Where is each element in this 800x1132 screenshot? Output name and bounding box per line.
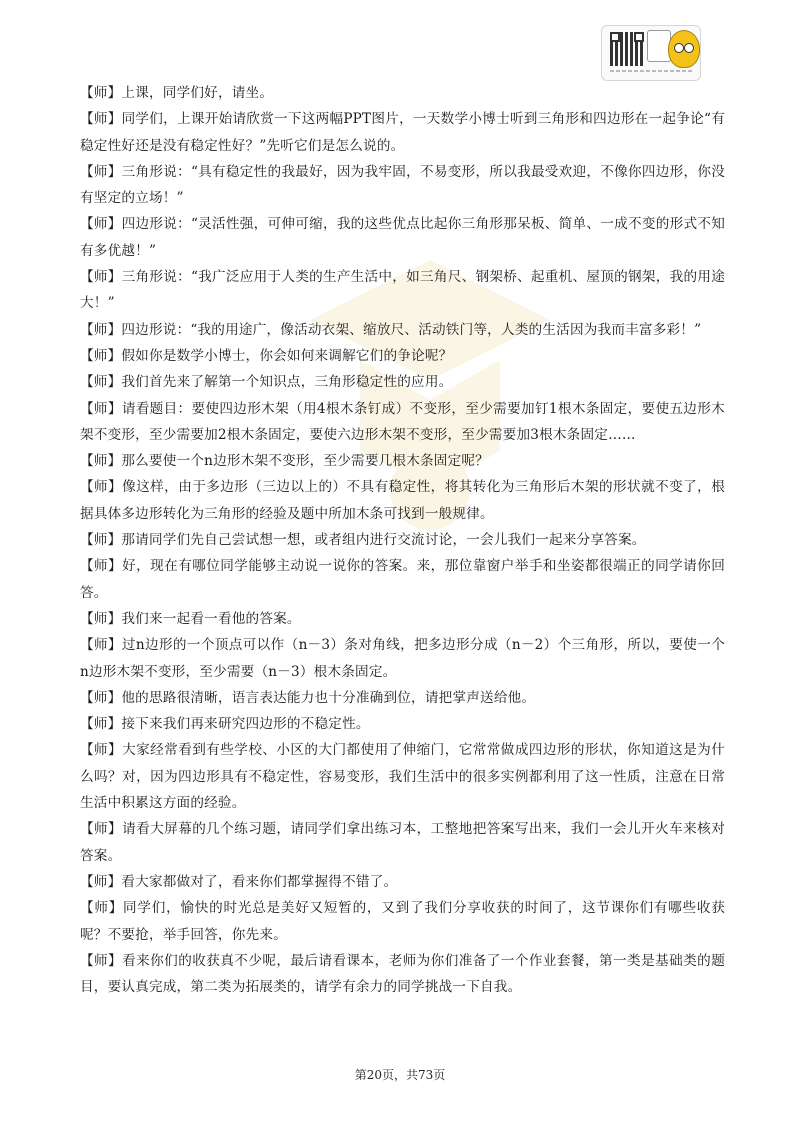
speaker-tag: 【师】 xyxy=(80,163,122,180)
speaker-tag: 【师】 xyxy=(80,453,122,470)
speaker-tag: 【师】 xyxy=(80,873,122,890)
speaker-tag: 【师】 xyxy=(80,689,122,706)
speaker-tag: 【师】 xyxy=(80,269,122,286)
speaker-tag: 【师】 xyxy=(80,952,123,969)
speaker-tag: 【师】 xyxy=(80,111,122,128)
transcript-paragraph xyxy=(80,632,725,685)
transcript-paragraph xyxy=(80,606,725,632)
paragraph-text: 三角形说：“具有稳定性的我最好，因为我牢固，不易变形，所以我最受欢迎，不像你四边形，你没有坚定的立场！” xyxy=(80,163,725,207)
paragraph-text: 四边形说：“灵活性强，可伸可缩，我的这些优点比起你三角形那呆板、简单、一成不变的形式不知有多优越！” xyxy=(80,216,725,259)
transcript-paragraph xyxy=(80,474,725,527)
speaker-tag: 【师】 xyxy=(80,900,124,917)
paragraph-text: 上课，同学们好，请坐。 xyxy=(121,85,274,101)
transcript-paragraph xyxy=(80,737,725,816)
transcript-paragraph xyxy=(80,448,725,474)
paragraph-text: 我们来一起看一看他的答案。 xyxy=(121,610,301,627)
transcript-paragraph xyxy=(80,343,725,369)
speaker-tag: 【师】 xyxy=(80,532,122,549)
transcript-paragraph xyxy=(80,895,725,948)
paragraph-text: 那么要使一个n边形木架不变形，至少需要几根木条固定呢？ xyxy=(121,453,489,470)
transcript-paragraph xyxy=(80,80,725,106)
lesson-transcript xyxy=(80,80,725,1000)
page-number: 第20页，共73页 xyxy=(354,1068,446,1082)
transcript-paragraph xyxy=(80,869,725,895)
transcript-paragraph xyxy=(80,264,725,317)
speaker-tag: 【师】 xyxy=(80,85,122,101)
qr-code-icon xyxy=(610,32,644,66)
paragraph-text: 看来你们的收获真不少呢，最后请看课本，老师为你们准备了一个作业套餐，第一类是基础类的题目，要认真完成，第二类为拓展类的，请学有余力的同学挑战一下自我。 xyxy=(80,952,725,996)
badge-caption-line xyxy=(610,70,694,72)
transcript-paragraph xyxy=(80,317,725,343)
paragraph-text: 请看大屏幕的几个练习题，请同学们拿出练习本，工整地把答案写出来，我们一会儿开火车来核对答案。 xyxy=(80,821,725,864)
speaker-tag: 【师】 xyxy=(80,821,123,838)
transcript-paragraph xyxy=(80,211,725,264)
paragraph-text: 好，现在有哪位同学能够主动说一说你的答案。来，那位靠窗户举手和坐姿都很端正的同学请你回答。 xyxy=(80,558,725,601)
paragraph-text: 请看题目：要使四边形木架（用4根木条钉成）不变形，至少需要加钉1根木条固定，要使五边形木架不变形，至少需要加2根木条固定，要使六边形木架不变形，至少需要加3根木条固定…… xyxy=(80,400,725,443)
paragraph-text: 三角形说：“我广泛应用于人类的生产生活中，如三角尺、钢架桥、起重机、屋顶的钢架，我的用途大！” xyxy=(80,269,725,312)
paragraph-text: 我们首先来了解第一个知识点，三角形稳定性的应用。 xyxy=(121,374,453,391)
speaker-tag: 【师】 xyxy=(80,216,122,233)
speaker-tag: 【师】 xyxy=(80,610,122,627)
speaker-tag: 【师】 xyxy=(80,716,122,733)
paragraph-text: 大家经常看到有些学校、小区的大门都使用了伸缩门，它常常做成四边形的形状，你知道这是为什么吗？对，因为四边形具有不稳定性，容易变形，我们生活中的很多实例都利用了这一性质，注意在日常生活中积累这方面的经验。 xyxy=(80,742,725,812)
speaker-tag: 【师】 xyxy=(80,637,122,654)
paragraph-text: 四边形说：“我的用途广，像活动衣架、缩放尺、活动铁门等，人类的生活因为我而丰富多彩！” xyxy=(121,321,702,338)
speaker-tag: 【师】 xyxy=(80,374,122,391)
transcript-paragraph xyxy=(80,527,725,553)
paragraph-text: 看大家都做对了，看来你们都掌握得不错了。 xyxy=(121,873,398,890)
speaker-tag: 【师】 xyxy=(80,742,123,759)
paragraph-text: 同学们，愉快的时光总是美好又短暂的，又到了我们分享收获的时间了，这节课你们有哪些收获呢？不要抢，举手回答，你先来。 xyxy=(80,900,725,943)
transcript-paragraph xyxy=(80,159,725,212)
speaker-tag: 【师】 xyxy=(80,400,122,417)
paragraph-text: 那请同学们先自己尝试想一想，或者组内进行交流讨论，一会儿我们一起来分享答案。 xyxy=(121,532,646,549)
transcript-paragraph xyxy=(80,553,725,606)
paragraph-text: 假如你是数学小博士，你会如何来调解它们的争论呢？ xyxy=(121,347,453,364)
speaker-tag: 【师】 xyxy=(80,558,123,575)
paragraph-text: 同学们，上课开始请欣赏一下这两幅PPT图片，一天数学小博士听到三角形和四边形在一起争论“有稳定性好还是没有稳定性好？”先听它们是怎么说的。 xyxy=(80,111,725,154)
transcript-paragraph xyxy=(80,816,725,869)
transcript-paragraph xyxy=(80,396,725,449)
speaker-tag: 【师】 xyxy=(80,321,122,338)
transcript-paragraph xyxy=(80,685,725,711)
speaker-tag: 【师】 xyxy=(80,479,123,496)
transcript-paragraph xyxy=(80,948,725,1001)
paragraph-text: 他的思路很清晰，语言表达能力也十分准确到位，请把掌声送给他。 xyxy=(121,689,536,706)
paragraph-text: 接下来我们再来研究四边形的不稳定性。 xyxy=(121,716,370,733)
paragraph-text: 过n边形的一个顶点可以作（n－3）条对角线，把多边形分成（n－2）个三角形，所以，要使一个n边形木架不变形，至少需要（n－3）根木条固定。 xyxy=(80,637,725,680)
header-logo-badge xyxy=(601,25,701,81)
transcript-paragraph xyxy=(80,106,725,159)
transcript-paragraph xyxy=(80,369,725,395)
transcript-paragraph xyxy=(80,711,725,737)
paragraph-text: 像这样，由于多边形（三边以上的）不具有稳定性，将其转化为三角形后木架的形状就不变了，根据具体多边形转化为三角形的经验及题中所加木条可找到一般规律。 xyxy=(80,479,725,522)
owl-mascot-icon xyxy=(668,30,700,68)
speaker-tag: 【师】 xyxy=(80,347,122,364)
